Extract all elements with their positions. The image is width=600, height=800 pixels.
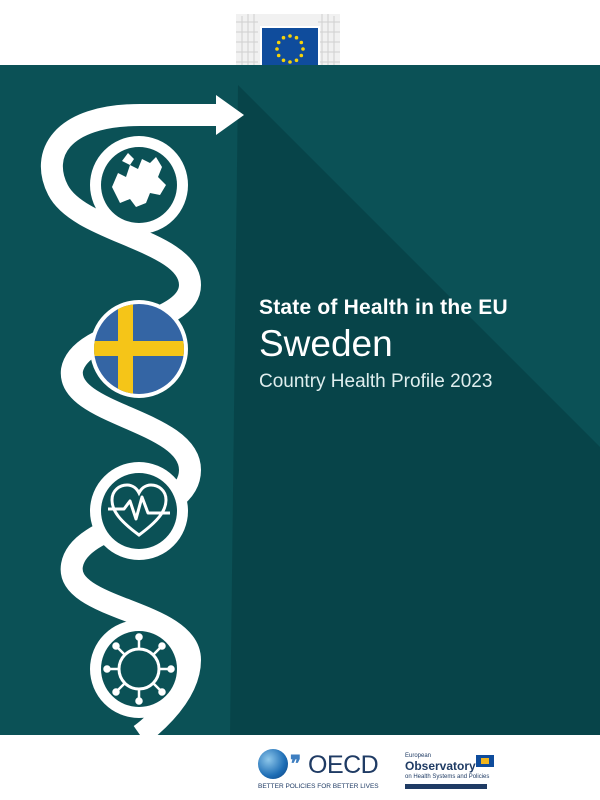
heart-pulse-icon (90, 462, 188, 560)
oecd-globe-icon (258, 749, 288, 779)
observatory-logo (405, 753, 505, 798)
observatory-name: Observatory (405, 759, 476, 773)
virus-icon (90, 620, 188, 718)
country-name: Sweden (259, 323, 393, 364)
sweden-flag-icon (90, 300, 188, 398)
observatory-flag-icon (476, 755, 494, 767)
arrow-head-icon (216, 95, 244, 135)
observatory-subtitle: on Health Systems and Policies (405, 774, 490, 780)
report-subtitle: Country Health Profile 2023 (259, 371, 493, 392)
observatory-prefix: European (405, 753, 432, 759)
header-band (0, 0, 600, 65)
cover-titles (259, 296, 589, 393)
oecd-tagline: BETTER POLICIES FOR BETTER LIVES (258, 783, 379, 790)
oecd-quote-marks-icon: ❜❜ (290, 751, 299, 777)
journey-path-graphic (0, 65, 300, 735)
oecd-wordmark: OECD (308, 751, 379, 779)
observatory-underline (405, 784, 487, 789)
footer-band (0, 735, 600, 800)
oecd-logo (258, 749, 388, 799)
series-title: State of Health in the EU (259, 296, 508, 319)
europe-map-icon (90, 136, 188, 234)
